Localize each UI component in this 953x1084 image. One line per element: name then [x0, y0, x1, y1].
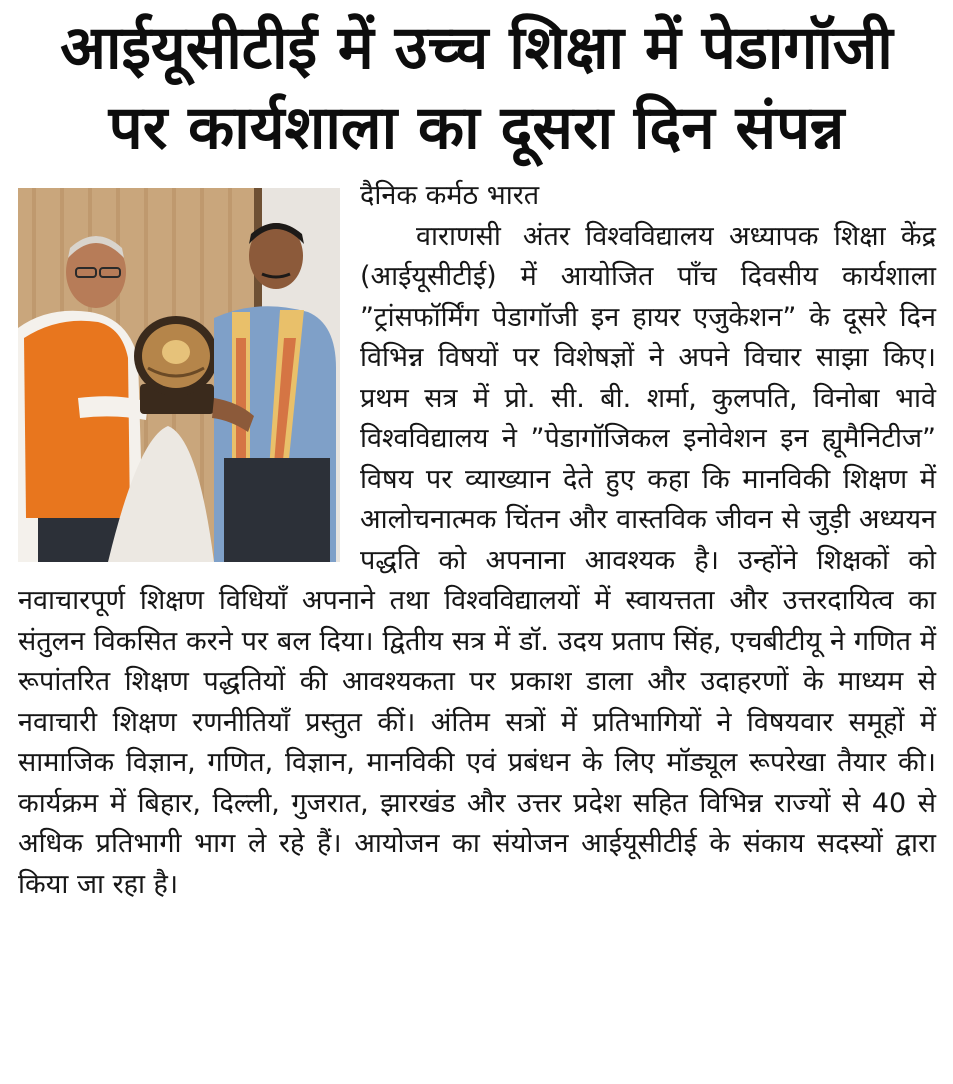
photo-spacer [18, 176, 360, 568]
dateline: वाराणसी [416, 220, 501, 252]
byline: दैनिक कर्मठ भारत [360, 180, 540, 211]
headline-line-1: आईयूसीटीई में उच्च शिक्षा में पेडागॉजी [60, 13, 893, 83]
article-body [18, 176, 936, 905]
article-text: अंतर विश्वविद्यालय अध्यापक शिक्षा केंद्र (आईयूसीटीई) में आयोजित पाँच दिवसीय कार्यशाला ”ट्रांसफॉर्मिंग पेडागॉजी इन हायर एजुकेशन” के दूसरे दिन विभिन्न विषयों पर विशेषज्ञों ने अपने विचार साझा किए। प्रथम सत्र में प्रो. सी. बी. शर्मा, कुलपति, विनोबा भावे विश्वविद्यालय ने ”पेडागॉजिकल इनोवेशन इन ह्यूमैनिटीज” विषय पर व्याख्यान देते हुए कहा कि मानविकी शिक्षण में आलोचनात्मक चिंतन और वास्तविक जीवन से जुड़ी अध्ययन पद्धति को अपनाना आवश्यक है। उन्होंने शिक्षकों को नवाचारपूर्ण शिक्षण विधियाँ अपनाने तथा विश्वविद्यालयों में स्वायत्तता और उत्तरदायित्व का संतुलन विकसित करने पर बल दिया। द्वितीय सत्र में डॉ. उदय प्रताप सिंह, एचबीटीयू ने गणित में रूपांतरित शिक्षण पद्धतियों की आवश्यकता पर प्रकाश डाला और उदाहरणों के माध्यम से नवाचारी शिक्षण रणनीतियाँ प्रस्तुत कीं। अंतिम सत्रों में प्रतिभागियों ने विषयवार समूहों में सामाजिक विज्ञान, गणित, विज्ञान, मानविकी एवं प्रबंधन के लिए मॉड्यूल रूपरेखा तैयार की। कार्यक्रम में बिहार, दिल्ली, गुजरात, झारखंड और उत्तर प्रदेश सहित विभिन्न राज्यों से 40 से अधिक प्रतिभागी भाग ले रहे हैं। आयोजन का संयोजन आईयूसीटीई के संकाय सदस्यों द्वारा किया जा रहा है। [18, 220, 936, 900]
headline-line-2: पर कार्यशाला का दूसरा दिन संपन्न [108, 93, 845, 163]
headline [0, 8, 953, 168]
